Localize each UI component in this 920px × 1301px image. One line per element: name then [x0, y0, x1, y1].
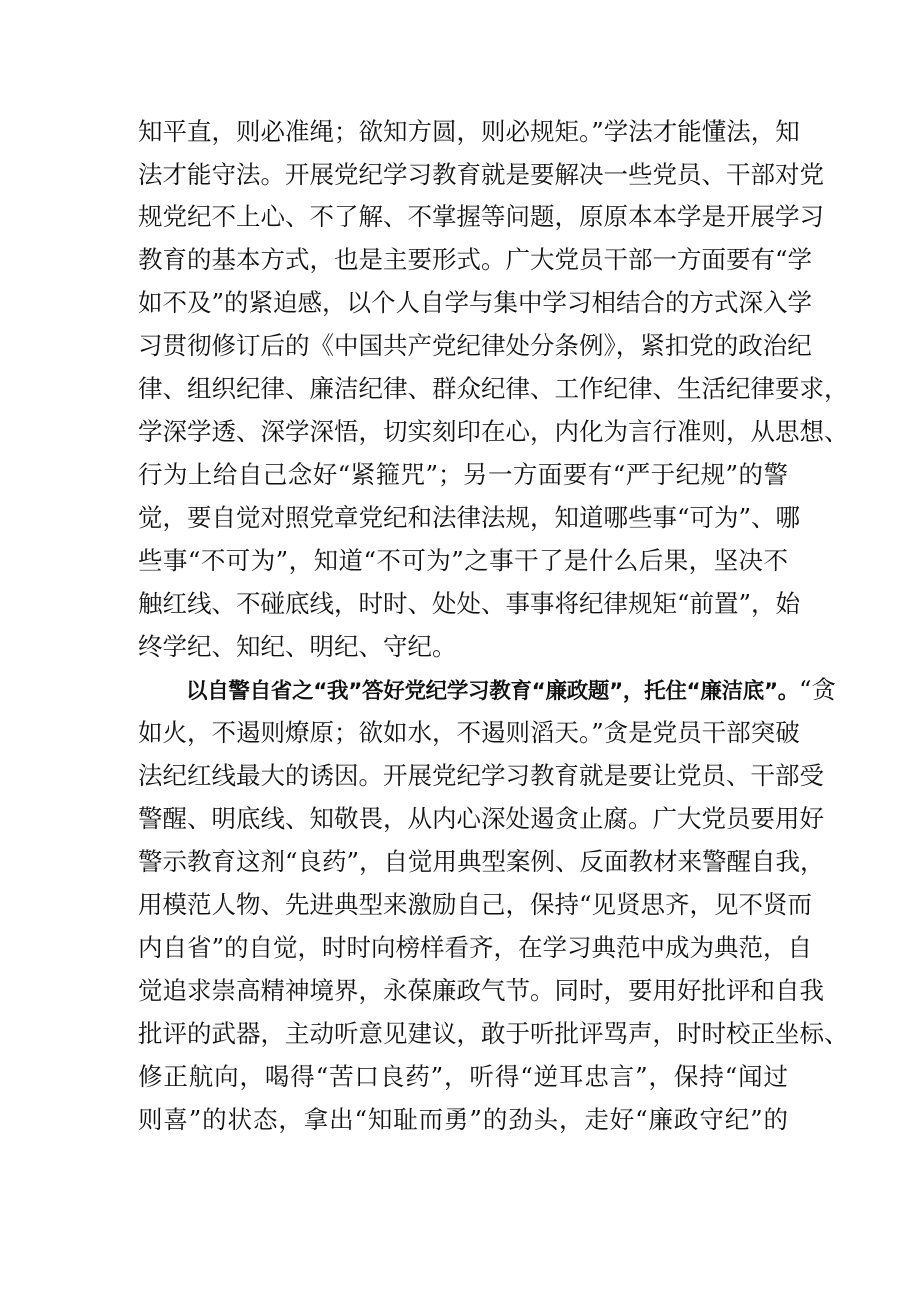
paragraph-2-first-line-rest: “贪 — [799, 675, 837, 704]
paragraph-2-line: 内自省”的自觉，时时向榜样看齐，在学习典范中成为典范，自 — [138, 933, 813, 962]
paragraph-2-line: 警醒、明底线、知敬畏，从内心深处遏贪止腐。广大党员要用好 — [138, 804, 824, 833]
paragraph-2-line: 用模范人物、先进典型来激励自己，保持“见贤思齐，见不贤而 — [138, 890, 813, 919]
paragraph-2-line: 警示教育这剂“良药”，自觉用典型案例、反面教材来警醒自我， — [138, 847, 825, 876]
paragraph-2-line: 则喜”的状态，拿出“知耻而勇”的劲头，走好“廉政守纪”的 — [138, 1105, 788, 1134]
paragraph-1-line: 些事“不可为”，知道“不可为”之事干了是什么后果，坚决不 — [138, 546, 788, 575]
paragraph-1-line: 习贯彻修订后的《中国共产党纪律处分条例》，紧扣党的政治纪 — [138, 331, 812, 360]
paragraph-2-line: 修正航向，喝得“苦口良药”，听得“逆耳忠言”，保持“闻过 — [138, 1062, 788, 1091]
paragraph-1-line: 法才能守法。开展党纪学习教育就是要解决一些党员、干部对党 — [138, 160, 824, 189]
paragraph-1-line: 触红线、不碰底线，时时、处处、事事将纪律规矩“前置”，始 — [138, 589, 801, 618]
paragraph-1-line: 教育的基本方式，也是主要形式。广大党员干部一方面要有“学 — [138, 245, 813, 274]
paragraph-1-line: 律、组织纪律、廉洁纪律、群众纪律、工作纪律、生活纪律要求， — [138, 374, 849, 403]
paragraph-2-heading: 以自警自省之“我”答好党纪学习教育“廉政题”，托住“廉洁底”。 — [186, 679, 799, 704]
paragraph-2-line: 批评的武器，主动听意见建议，敢于听批评骂声，时时校正坐标、 — [138, 1019, 849, 1048]
paragraph-2-line: 法纪红线最大的诱因。开展党纪学习教育就是要让党员、干部受 — [138, 761, 824, 790]
paragraph-2-first-line — [186, 670, 837, 710]
paragraph-1-line: 觉，要自觉对照党章党纪和法律法规，知道哪些事“可为”、哪 — [138, 503, 801, 532]
paragraph-1-last-line: 终学纪、知纪、明纪、守纪。 — [138, 632, 457, 661]
paragraph-2-line: 如火，不遏则燎原；欲如水，不遏则滔天。”贪是党员干部突破 — [138, 718, 800, 747]
paragraph-1-line: 规党纪不上心、不了解、不掌握等问题，原原本本学是开展学习 — [138, 202, 824, 231]
paragraph-1-line: 知平直，则必准绳；欲知方圆，则必规矩。”学法才能懂法，知 — [138, 117, 800, 146]
paragraph-1-line: 行为上给自己念好“紧箍咒”；另一方面要有“严于纪规”的警 — [138, 460, 788, 489]
paragraph-2-line: 觉追求崇高精神境界，永葆廉政气节。同时，要用好批评和自我 — [138, 976, 824, 1005]
paragraph-1-line: 学深学透、深学深悟，切实刻印在心，内化为言行准则，从思想、 — [138, 417, 849, 446]
paragraph-1-line: 如不及”的紧迫感，以个人自学与集中学习相结合的方式深入学 — [138, 288, 813, 317]
